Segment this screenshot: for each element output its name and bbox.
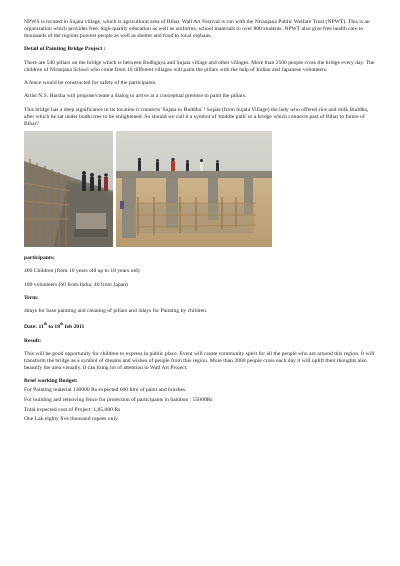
budget-paint: For Painting material 130000 Rs expected 600 litre of paint and brushes. [24, 387, 187, 394]
bridge-deck-photo [24, 131, 113, 247]
participants-heading: participants: [24, 254, 55, 261]
budget-fence: For building and removing fence for protection of participants in bamboo : 55000Rs [24, 397, 213, 404]
participants-children: 400 Children (from 10 years old up to 18 years old) [24, 268, 140, 275]
photo-row [24, 131, 376, 247]
result-text: This will be good opportunity for children to express in public place. Event will create community spirit for all the people who are around this region. It will transform the bridge as a symbol of dreams and wishes of people from this region. More than 2000 people cross each day it will uplift their thoughts also beautify the area visually. It can bring lot of attention to Wall Art Project. [24, 350, 375, 371]
detail-paragraph-artist: Artist N.S. Harsha will propose/create a dialog to arrive at a conceptual premise to paint the pillars. [24, 93, 247, 100]
date-end: feb 2011 [63, 324, 85, 331]
term-text: 4days for base painting and cleaning of pillars and 4days for Painting by children. [24, 308, 208, 315]
detail-paragraph-significance: This bridge has a deep significance in its location it connects 'Sujata to Buddha' ! Sujata (from Sujata Village) the lady who offered rice and milk Buddha, after which he sat under bodhi tree to be enlightened. So should we call it a symbol of 'middle path' or a bridge which connects past of Bihar to future of Bihar? [24, 106, 369, 127]
bridge-deck-image [24, 131, 113, 247]
bridge-pillars-photo [116, 131, 272, 247]
detail-paragraph-fence: A fence would be constructed for safety of the participants. [24, 80, 157, 87]
detail-paragraph-pillars: There are 540 pillars on the bridge which is between Bodhgaya and Sujata village and other villages. More than 2500 people cross the bridge every day. The children of Niranjana School who come from 10 different villages will paint the pillars with the help of Indian and Japanese volunteers. [24, 59, 375, 73]
term-heading: Term: [24, 294, 39, 301]
budget-words: One Lak eighty five thousand rupees only. [24, 416, 119, 423]
date-label: Date: 11 [24, 324, 44, 331]
intro-paragraph: NPWS is located in Sujata village, which is agricultural area of Bihar. Wall Art Festival is run with the Niranjana Public Welfare Trust (NPWT). This is an organization which provides free, high-quality education as well as uniforms, school materials to over 800 students. NPWT also give free health care to thousands of the regions poorest people as well as shelter and food to local orphans. [24, 19, 370, 40]
participants-volunteers: 100 volunteers (60 from India, 40 from Japan) [24, 281, 128, 288]
bridge-pillars-image [116, 131, 272, 247]
budget-heading: Brief working Budget: [24, 378, 78, 385]
budget-total: Total expected cost of Project: 1,85,000 Rs [24, 406, 121, 413]
detail-heading: Detail of Painting Bridge Project : [24, 46, 106, 53]
date-suffix-end: th [60, 322, 64, 327]
date-heading [24, 321, 376, 331]
result-heading: Result: [24, 337, 42, 344]
date-suffix-start: th [43, 322, 47, 327]
date-mid: to 18 [46, 324, 60, 331]
